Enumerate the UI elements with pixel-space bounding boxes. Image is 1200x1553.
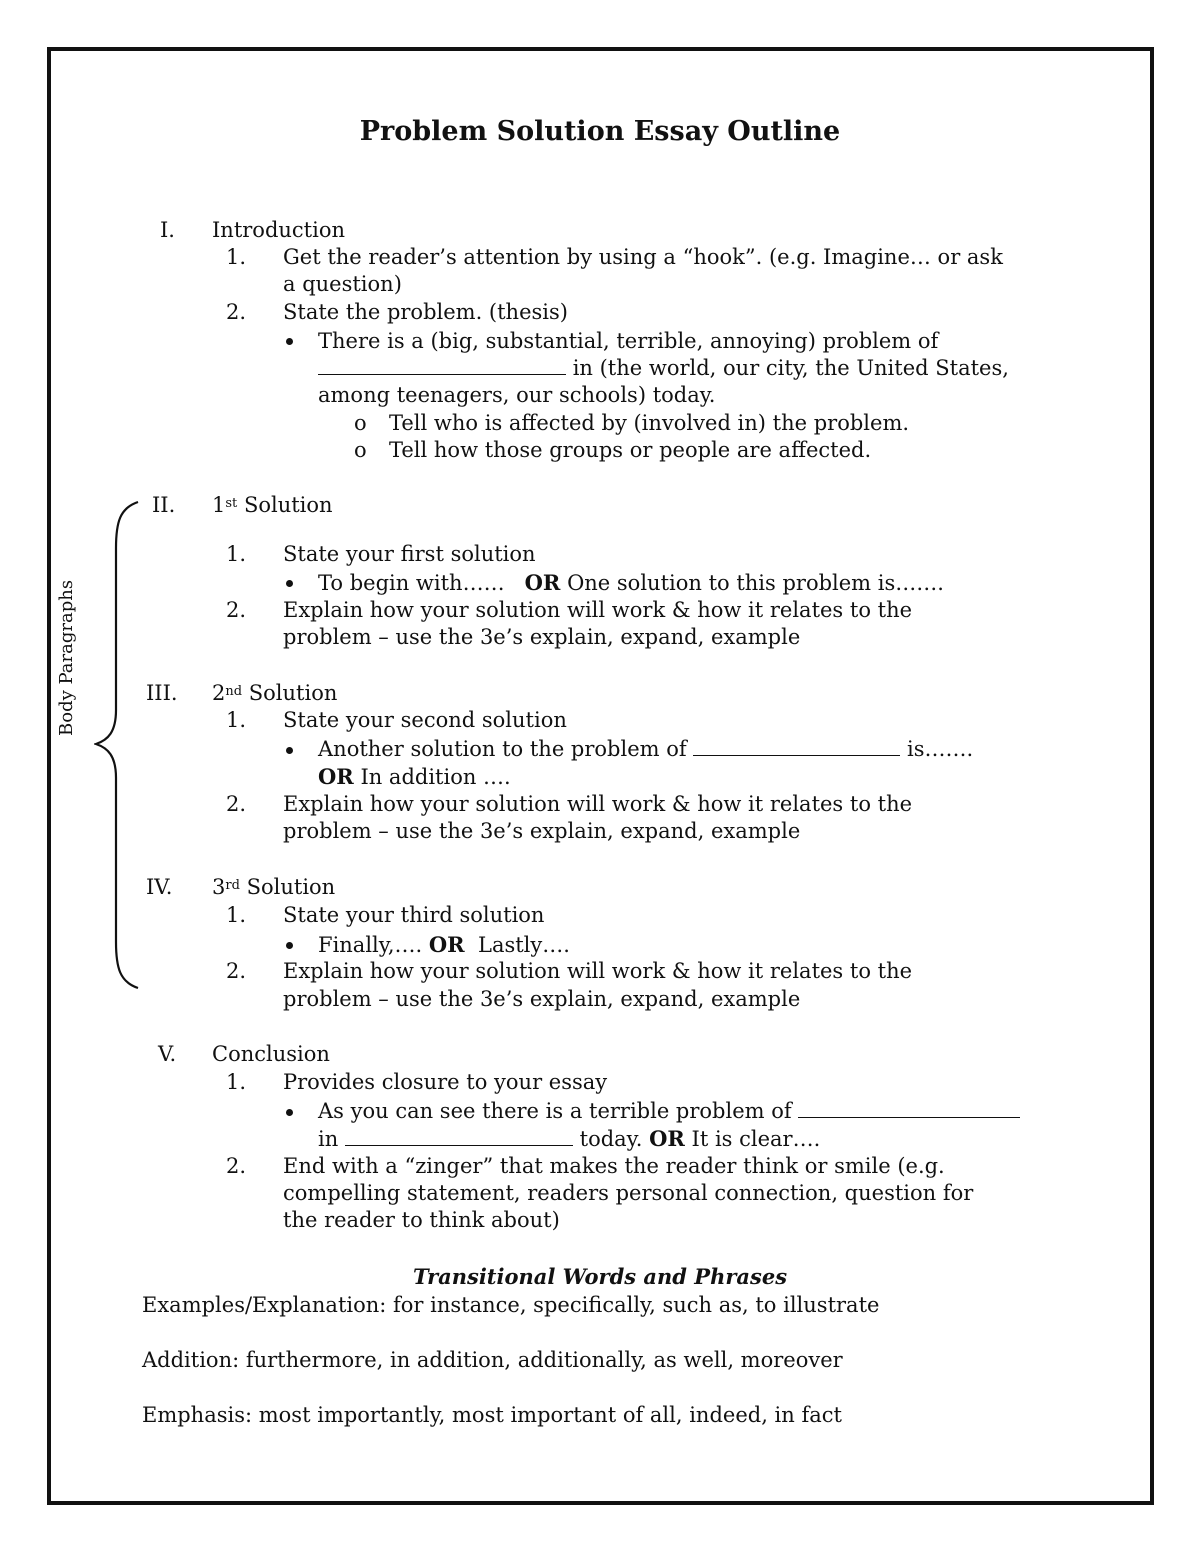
- item-number: 1.: [226, 542, 247, 566]
- fill-blank: [693, 737, 900, 756]
- bullet-text-line: OR In addition ….: [318, 764, 511, 789]
- bullet-text: There is a (big, substantial, terrible, annoying) problem of: [318, 329, 939, 353]
- item-text: problem – use the 3e’s explain, expand, example: [283, 819, 801, 843]
- item-text: a question): [283, 272, 402, 296]
- item-text: State your first solution: [283, 542, 536, 566]
- bullet-text-line: Finally,…. OR Lastly….: [318, 932, 570, 957]
- section-heading: Introduction: [212, 218, 345, 242]
- item-text: Explain how your solution will work & how it relates to the: [283, 959, 913, 983]
- item-number: 2.: [226, 1154, 247, 1178]
- item-text: problem – use the 3e’s explain, expand, example: [283, 625, 801, 649]
- body-paragraphs-brace: [94, 500, 144, 992]
- transitions-addition: Addition: furthermore, in addition, additionally, as well, moreover: [142, 1348, 843, 1372]
- item-number: 1.: [226, 708, 247, 732]
- item-number: 2.: [226, 300, 247, 324]
- bullet-text-line: Another solution to the problem of is…….: [318, 737, 974, 761]
- item-text: State your third solution: [283, 903, 545, 927]
- item-number: 2.: [226, 598, 247, 622]
- bullet-dot: [286, 747, 293, 754]
- numeral: III.: [146, 681, 178, 705]
- body-paragraphs-label: Body Paragraphs: [56, 579, 77, 736]
- item-number: 2.: [226, 792, 247, 816]
- section-heading: 1st Solution: [212, 493, 333, 517]
- numeral: IV.: [146, 875, 173, 899]
- section-heading: 2nd Solution: [212, 681, 338, 705]
- numeral: V.: [158, 1042, 177, 1066]
- section-heading: Conclusion: [212, 1042, 330, 1066]
- bullet-text-line: To begin with…… OR One solution to this problem is…….: [318, 570, 944, 595]
- bullet-dot: [286, 338, 293, 345]
- item-number: 1.: [226, 245, 247, 269]
- bullet-text-line: in (the world, our city, the United States,: [318, 355, 1009, 382]
- bullet-dot: [286, 942, 293, 949]
- item-number: 1.: [226, 1070, 247, 1094]
- item-text: End with a “zinger” that makes the reader think or smile (e.g.: [283, 1154, 945, 1178]
- bullet-text-line: As you can see there is a terrible problem of: [318, 1098, 1020, 1125]
- sub-bullet-text: Tell who is affected by (involved in) the problem.: [389, 411, 910, 435]
- item-text: compelling statement, readers personal connection, question for: [283, 1181, 974, 1205]
- bullet-text: among teenagers, our schools) today.: [318, 383, 716, 407]
- item-text: Get the reader’s attention by using a “hook”. (e.g. Imagine… or ask: [283, 245, 1003, 269]
- item-text: the reader to think about): [283, 1208, 560, 1232]
- bullet-dot: [286, 1109, 293, 1116]
- item-number: 2.: [226, 959, 247, 983]
- fill-blank: [318, 356, 566, 375]
- item-text: problem – use the 3e’s explain, expand, example: [283, 987, 801, 1011]
- item-text: State your second solution: [283, 708, 567, 732]
- section-heading: 3rd Solution: [212, 875, 336, 899]
- circle-marker: o: [354, 411, 367, 435]
- transitions-emphasis: Emphasis: most importantly, most important of all, indeed, in fact: [142, 1403, 842, 1427]
- bullet-dot: [286, 580, 293, 587]
- transitions-heading: Transitional Words and Phrases: [412, 1264, 788, 1289]
- numeral: I.: [160, 218, 175, 242]
- item-text: Explain how your solution will work & how it relates to the: [283, 598, 913, 622]
- fill-blank: [798, 1099, 1020, 1118]
- sub-bullet-text: Tell how those groups or people are affected.: [389, 438, 872, 462]
- item-number: 1.: [226, 903, 247, 927]
- item-text: State the problem. (thesis): [283, 300, 568, 324]
- fill-blank: [345, 1127, 573, 1146]
- circle-marker: o: [354, 438, 367, 462]
- numeral: II.: [152, 493, 176, 517]
- item-text: Provides closure to your essay: [283, 1070, 608, 1094]
- page-title: Problem Solution Essay Outline: [359, 116, 841, 147]
- item-text: Explain how your solution will work & how it relates to the: [283, 792, 913, 816]
- bullet-text-line: in today. OR It is clear….: [318, 1126, 821, 1151]
- transitions-examples: Examples/Explanation: for instance, specifically, such as, to illustrate: [142, 1293, 880, 1317]
